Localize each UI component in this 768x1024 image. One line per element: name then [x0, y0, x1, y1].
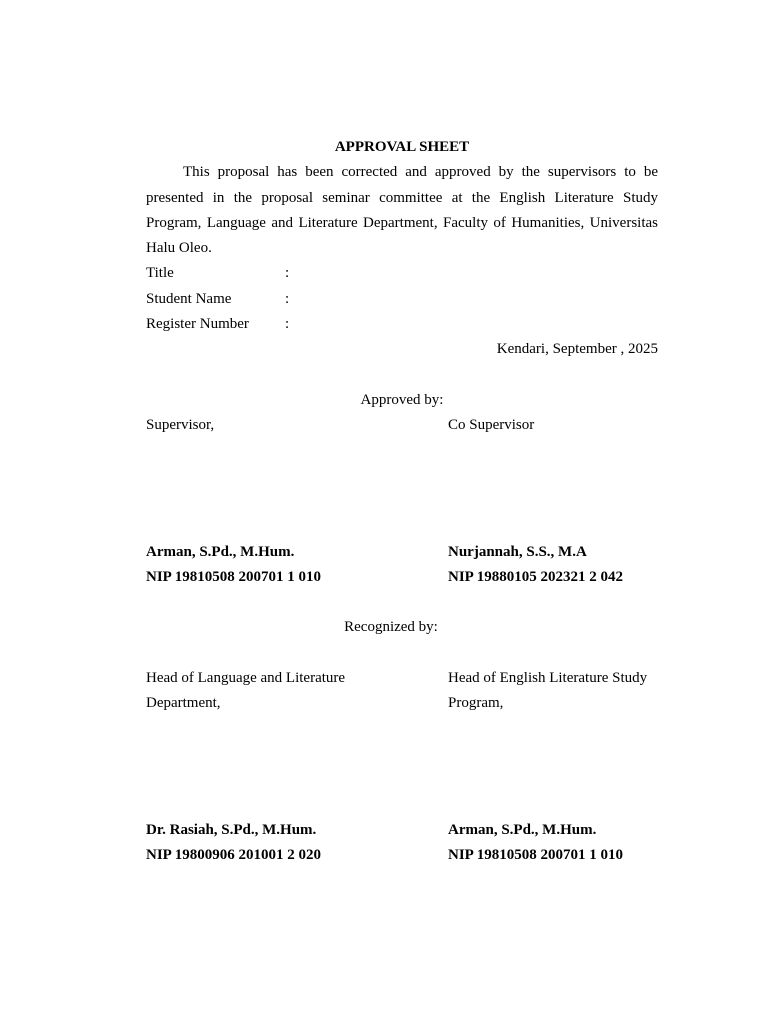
spacer: [146, 641, 658, 666]
field-colon: :: [285, 290, 290, 307]
place-date: Kendari, September , 2025: [496, 341, 658, 358]
field-label-title: Title: [146, 265, 174, 282]
co-supervisor-nip: NIP 19880105 202321 2 042: [448, 568, 624, 585]
head-nips: [146, 843, 658, 868]
document-body: [146, 135, 658, 868]
supervisor-name: Arman, S.Pd., M.Hum.: [146, 543, 295, 560]
head-program-role-line1: Head of English Literature Study: [448, 670, 648, 687]
page-title: APPROVAL SHEET: [334, 139, 470, 155]
field-student-name-row: [146, 287, 658, 312]
head-department-role-line1: Head of Language and Literature: [146, 670, 346, 687]
field-title-row: [146, 261, 658, 286]
supervisor-roles: [146, 413, 658, 438]
field-colon: :: [285, 265, 290, 282]
field-register-number-row: [146, 312, 658, 337]
spacer: [146, 363, 658, 388]
co-supervisor-name: Nurjannah, S.S., M.A: [448, 543, 587, 560]
supervisor-names: [146, 540, 658, 565]
supervisor-nips: [146, 565, 658, 590]
approved-by-label: Approved by:: [360, 391, 444, 408]
field-label-student-name: Student Name: [146, 290, 232, 307]
field-label-register-number: Register Number: [146, 316, 249, 333]
supervisor-role: Supervisor,: [146, 417, 215, 434]
supervisor-nip: NIP 19810508 200701 1 010: [146, 568, 322, 585]
signature-space: [146, 717, 658, 818]
recognized-by-label: Recognized by:: [344, 619, 438, 636]
co-supervisor-role: Co Supervisor: [448, 417, 535, 434]
intro-paragraph: This proposal has been corrected and approved by the supervisors to be presented in the proposal seminar committee at the English Literature Study Program, Language and Literature Department, Faculty of Humanities, Universitas Halu Oleo.: [146, 164, 658, 257]
head-roles-line1: [146, 666, 658, 691]
head-department-role-line2: Department,: [146, 695, 221, 712]
head-department-nip: NIP 19800906 201001 2 020: [146, 846, 322, 863]
head-roles-line2: [146, 691, 658, 716]
head-program-role-line2: Program,: [448, 695, 504, 712]
signature-space: [146, 439, 658, 540]
head-program-name: Arman, S.Pd., M.Hum.: [448, 821, 597, 838]
head-department-name: Dr. Rasiah, S.Pd., M.Hum.: [146, 821, 317, 838]
field-colon: :: [285, 316, 290, 333]
spacer: [146, 590, 658, 615]
head-names: [146, 818, 658, 843]
head-program-nip: NIP 19810508 200701 1 010: [448, 846, 624, 863]
